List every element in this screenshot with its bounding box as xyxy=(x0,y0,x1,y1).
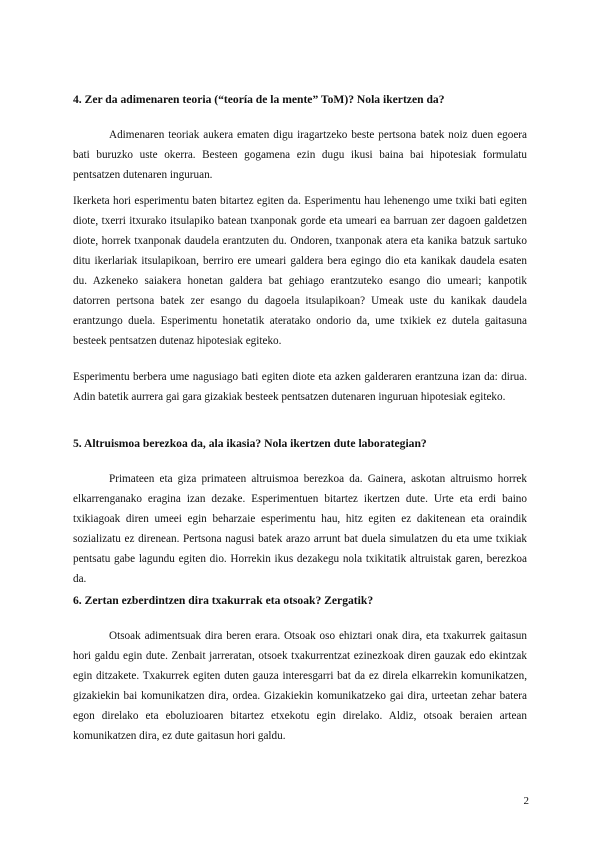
section-4-heading: 4. Zer da adimenaren teoria (“teoría de la mente” ToM)? Nola ikertzen da? xyxy=(73,93,445,106)
page-number: 2 xyxy=(523,795,529,807)
section-4-paragraph-1: Adimenaren teoriak aukera ematen digu iragartzeko beste pertsona batek noiz duen egoera bati buruzko uste okerra. Besteen gogamena ezin dugu ikusi baina bai hipotesiak formulatu pentsatzen dutenaren inguruan. xyxy=(73,129,527,181)
section-6-heading: 6. Zertan ezberdintzen dira txakurrak eta otsoak? Zergatik? xyxy=(73,594,374,607)
section-4-paragraph-3: Esperimentu berbera ume nagusiago bati egiten diote eta azken galderaren erantzuna izan da: dirua. Adin batetik aurrera gai gara gizakiak besteek pentsatzen dutenaren inguruan hipotesiak egiteko. xyxy=(73,371,527,403)
section-5-heading: 5. Altruismoa berezkoa da, ala ikasia? Nola ikertzen dute laborategian? xyxy=(73,437,427,450)
section-4-paragraph-2: Ikerketa hori esperimentu baten bitartez egiten da. Esperimentu hau lehenengo ume txiki bati egiten diote, txerri itxurako itsulapiko batean txanponak gorde eta umeari ea barruan zer dagoen galdetzen diote, horrek txanponak daudela erantzuten du. Ondoren, txanponak atera eta kanika batzuk sartuko ditu ikerlariak itsulapikoan, berriro ere umeari galdera bera egingo dio eta kanikak daudela esaten du. Azkeneko saiakera honetan galdera bat gehiago erantzuteko esango dio umeari; kanpotik datorren pertsona batek zer esango du dagoela itsulapikoan? Umeak uste du kanikak daudela erantzungo duela. Esperimentu honetatik ateratako ondorio da, ume txikiek ez dutela gaitasuna besteek pentsatzen dutenaz hipotesiak egiteko. xyxy=(73,195,527,347)
section-5-paragraph-1: Primateen eta giza primateen altruismoa berezkoa da. Gainera, askotan altruismo horrek elkarrenganako eragina izan dezake. Esperimentuen bitartez ikertzen dute. Urte eta erdi baino txikiagoak diren umeei egin beharzaie esperimentu hau, hitz egiten ez dakitenean eta oraindik sozializatu ez direnean. Pertsona nagusi batek arazo arrunt bat duela simulatzen du eta ume txikiak pentsatu gabe lagundu egiten dio. Horrekin ikus dezakegu nola txikitatik altruistak garen, berezkoa da. xyxy=(73,473,527,585)
section-6-paragraph-1: Otsoak adimentsuak dira beren erara. Otsoak oso ehiztari onak dira, eta txakurrek gaitasun hori galdu egin dute. Zenbait jarreratan, otsoek txakurrentzat ezinezkoak diren gauzak edo ekintzak egin ditzakete. Txakurrek egiten duten gauza interesgarri bat da ez direla elkarrekin komunikatzen, gizakiekin bai komunikatzen dira, ordea. Gizakiekin komunikatzeko gai dira, urteetan zehar batera egon direlako eta eboluzioaren bitartez etxekotu egin direlako. Aldiz, otsoak beraien artean komunikatzen dira, ez dute gaitasun hori galdu. xyxy=(73,630,527,742)
